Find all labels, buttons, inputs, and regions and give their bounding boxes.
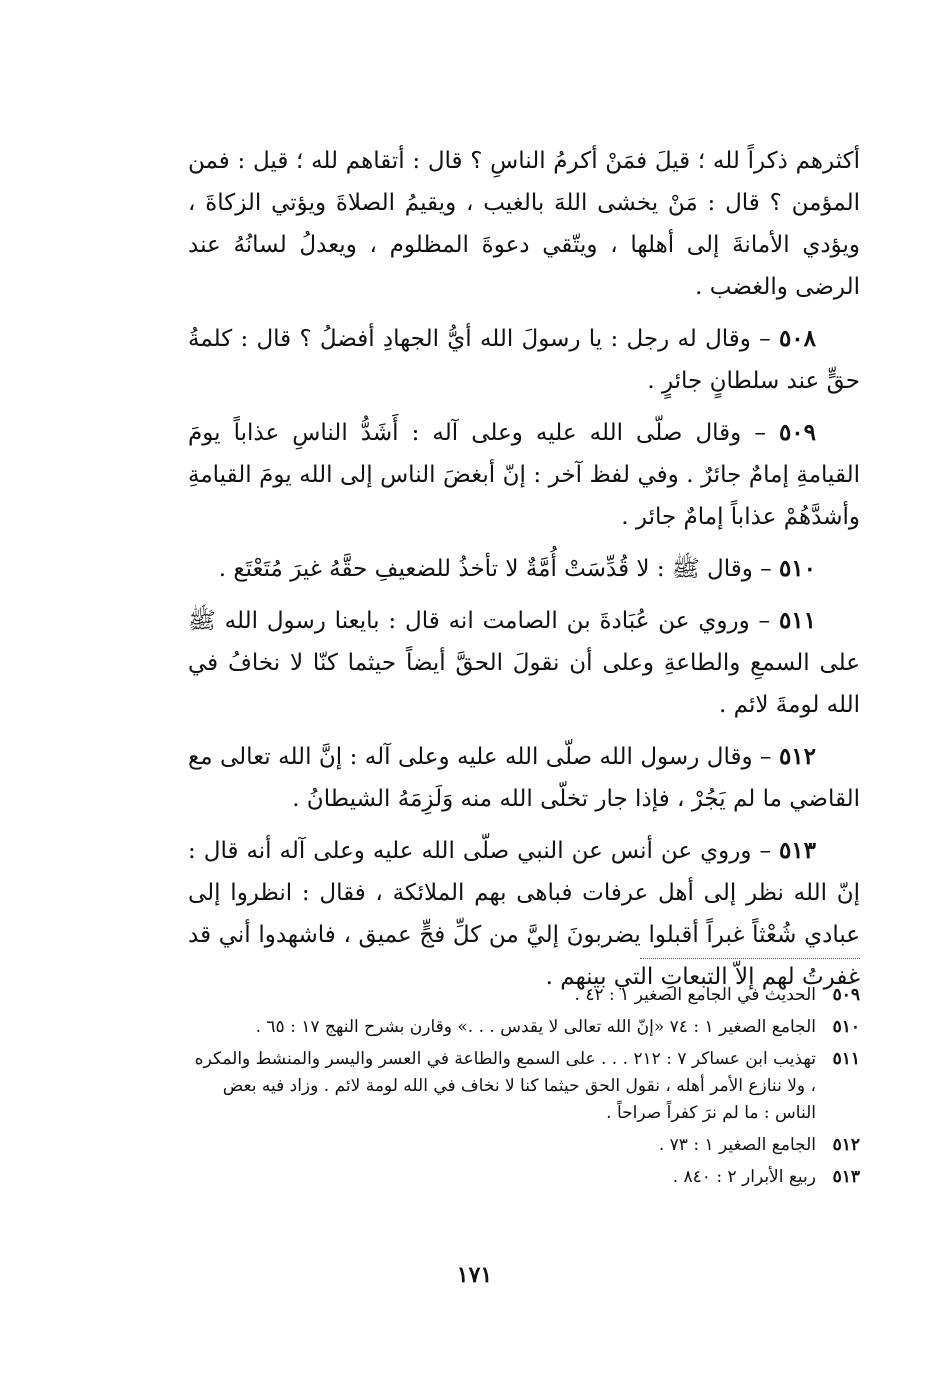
footnote-509 — [188, 982, 860, 1009]
footnote-number: ٥١٢ — [832, 1135, 860, 1155]
footnote-number: ٥١٠ — [832, 1017, 860, 1037]
hadith-number: ٥١٠ — [778, 555, 816, 582]
footnotes — [188, 982, 860, 1196]
page-number: ١٧١ — [456, 1262, 493, 1288]
footnote-513 — [188, 1164, 860, 1191]
intro-paragraph: أكثرهم ذكراً لله ؛ قيلَ فمَنْ أكرمُ الناسِ ؟ قال : أتقاهم لله ؛ قيل : فمن المؤمن ؟ قال : مَنْ يخشى اللهَ بالغيب ، ويقيمُ الصلاةَ ويؤتي الزكاةَ ، ويؤدي الأمانةَ إلى أهلها ، ويتّقي دعوةَ المظلوم ، ويعدلُ لسانُهُ عند الرضى والغضب . — [188, 148, 860, 300]
hadith-509 — [188, 412, 860, 538]
hadith-number: ٥٠٩ — [778, 419, 816, 446]
footnote-number: ٥١٣ — [832, 1167, 860, 1187]
hadith-512 — [188, 736, 860, 820]
footnote-511 — [188, 1046, 860, 1127]
footnote-number: ٥١١ — [832, 1049, 860, 1069]
footnote-text: تهذيب ابن عساكر ٧ : ٢١٢ . . . على السمع والطاعة في العسر واليسر والمنشط والمكره ، ولا ننازع الأمر أهله ، نقول الحق حيثما كنا لا نخاف في الله لومة لائم . وزاد فيه بعض الناس : ما لم نرَ كفراً صراحاً . — [194, 1049, 816, 1123]
hadith-511 — [188, 600, 860, 726]
footnote-512 — [188, 1132, 860, 1159]
footnote-text: الجامع الصغير ١ : ٧٤ «إنّ الله تعالى لا يقدس . . .» وقارن بشرح النهج ١٧ : ٦٥ . — [255, 1017, 816, 1037]
hadith-510 — [188, 548, 860, 590]
footnote-text: ربيع الأبرار ٢ : ٨٤٠ . — [672, 1167, 816, 1187]
hadith-number: ٥١١ — [778, 607, 816, 634]
hadith-text: – وقال صلّى الله عليه وعلى آله : أَشَدُّ الناسِ عذاباً يومَ القيامةِ إمامٌ جائرٌ . وفي لفظ آخر : إنّ أبغضَ الناس إلى الله يومَ القيامةِ وأشدَّهُمْ عذاباً إمامٌ جائر . — [188, 420, 860, 530]
main-text — [188, 140, 860, 1008]
footnote-number: ٥٠٩ — [832, 985, 860, 1005]
footnote-510 — [188, 1014, 860, 1041]
hadith-508 — [188, 318, 860, 402]
hadith-text: – وروي عن عُبَادةَ بن الصامت انه قال : بايعنا رسول الله ﷺ على السمعِ والطاعةِ وعلى أن نقولَ الحقَّ أيضاً حيثما كنّا لا نخافُ في الله لومةَ لائم . — [188, 608, 860, 718]
hadith-text: – وروي عن أنس عن النبي صلّى الله عليه وعلى آله أنه قال : إنّ الله نظر إلى أهل عرفات فباهى بهم الملائكة ، فقال : انظروا إلى عبادي شُعْثاً غبراً أقبلوا يضربونَ إليَّ من كلِّ فجٍّ عميق ، فاشهدوا أني قد غفرتُ لهم إلاّ التبعاتِ التي بينهم . — [188, 838, 860, 990]
hadith-text: – وقال له رجل : يا رسولَ الله أيُّ الجهادِ أفضلُ ؟ قال : كلمةُ حقٍّ عند سلطانٍ جائرٍ . — [188, 326, 860, 394]
hadith-513 — [188, 830, 860, 998]
hadith-text: – وقال ﷺ : لا قُدِّسَتْ أُمَّةٌ لا تأخذُ للضعيفِ حقَّهُ غيرَ مُتَعْتَع . — [218, 556, 772, 582]
footnote-text: الجامع الصغير ١ : ٧٣ . — [658, 1135, 816, 1155]
hadith-text: – وقال رسول الله صلّى الله عليه وعلى آله : إنَّ الله تعالى مع القاضي ما لم يَجُرْ ، فإذا جار تخلّى الله منه وَلَزِمَهُ الشيطانُ . — [188, 744, 860, 812]
hadith-number: ٥٠٨ — [778, 325, 816, 352]
hadith-number: ٥١٢ — [778, 743, 816, 770]
hadith-number: ٥١٣ — [778, 837, 817, 864]
footnote-separator — [640, 958, 860, 959]
footnote-text: الحديث في الجامع الصغير ١ : ٤٢ . — [574, 985, 816, 1005]
